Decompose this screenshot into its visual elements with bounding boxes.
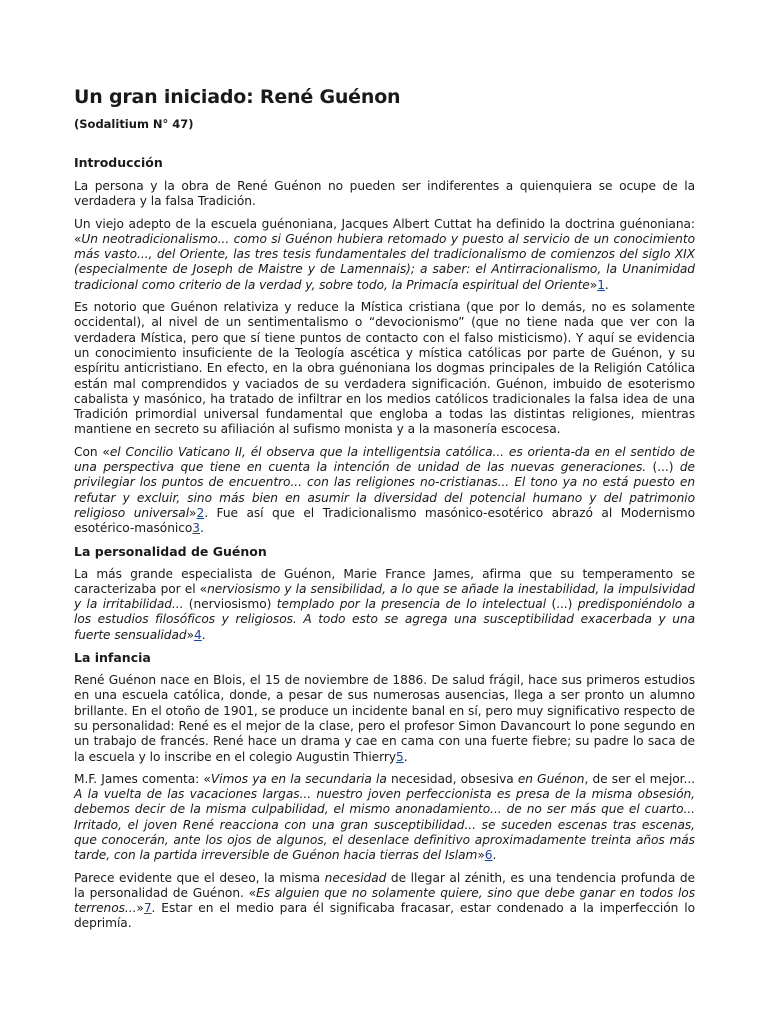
paragraph bbox=[74, 673, 695, 765]
text-run: Con « bbox=[74, 444, 110, 459]
quote-text: A la vuelta de las vacaciones largas... nuestro joven perfeccionista es presa de la misma obsesión, debemos decir de la misma culpabilidad, el mismo anonadamiento... de no ser más que el cuarto... Irritado, el joven René reacciona con una gran susceptibilidad... se suceden escenas tras escenas, que conocerán, ante los ojos de algunos, el desenlace definitivo aproximadamente treinta años más tarde, con la partida irreversible de Guénon hacia tierras del Islam bbox=[74, 787, 695, 863]
text-run: necesidad, obsesiva bbox=[386, 771, 518, 786]
text-run: , de ser el mejor... bbox=[584, 771, 695, 786]
section-heading-personalidad: La personalidad de Guénon bbox=[74, 543, 267, 559]
paragraph bbox=[74, 772, 695, 864]
footnote-link[interactable]: 7 bbox=[143, 901, 152, 916]
quote-text: de privilegiar los puntos de encuentro... con las religiones no-cristianas... El tono ya no está puesto en refutar y excluir, sino más bien en asumir la diversidad del potencial humano y del patrimonio religioso universal bbox=[74, 460, 696, 520]
text-run: René Guénon nace en Blois, el 15 de noviembre de 1886. De salud frágil, hace sus primeros estudios en una escuela católica, donde, a pesar de sus numerosas ausencias, llega a ser pronto un alumno brillante. En el otoño de 1901, se produce un incidente banal en sí, pero muy significativo respecto de su personalidad: René es el mejor de la clase, pero el profesor Simon Davancourt lo pone segundo en un trabajo de francés. René hace un drama y cae en cama con una fuerte fiebre; su padre lo saca de la escuela y lo inscribe en el colegio Augustin Thierry bbox=[74, 673, 695, 764]
text-run: (nerviosismo) bbox=[183, 597, 277, 612]
text-run: . bbox=[201, 627, 206, 642]
text-run: . Estar en el medio para él significaba fracasar, estar condenado a la imperfección lo deprimía. bbox=[74, 901, 695, 931]
section-heading-introduccion: Introducción bbox=[74, 155, 163, 170]
text-run: . bbox=[403, 749, 408, 764]
text-run: . bbox=[200, 521, 204, 536]
footnote-link[interactable]: 6 bbox=[484, 848, 493, 863]
text-run: Un viejo adepto de la escuela guénoniana, Jacques Albert Cuttat ha definido la doctrina guénoniana: « bbox=[74, 216, 695, 246]
page-title: Un gran iniciado: René Guénon bbox=[74, 86, 401, 108]
quote-text: Es alguien que no solamente quiere, sino que debe ganar en todos los terrenos... bbox=[74, 885, 695, 916]
text-run: M.F. James comenta: « bbox=[74, 771, 211, 786]
footnote-link[interactable]: 1 bbox=[597, 277, 605, 292]
text-run: . bbox=[492, 848, 497, 863]
paragraph bbox=[74, 567, 695, 643]
text-run: Parece evidente que el deseo, la misma bbox=[74, 870, 325, 885]
paragraph bbox=[74, 871, 695, 932]
quote-text: necesidad bbox=[324, 870, 387, 885]
quote-text: predisponiéndolo a los estudios filosóficos y religiosos. A todo esto se agrega una susceptibilidad exacerbada y una fuerte sensualidad bbox=[74, 597, 696, 642]
quote-text: en Guénon bbox=[517, 771, 585, 786]
text-run: . bbox=[604, 277, 609, 292]
text-run: » bbox=[136, 901, 144, 916]
paragraph bbox=[74, 445, 695, 537]
footnote-link[interactable]: 5 bbox=[396, 749, 404, 764]
text-run: La más grande especialista de Guénon, Marie France James, afirma que su temperamento se caracterizaba por el « bbox=[74, 566, 695, 596]
paragraph: La persona y la obra de René Guénon no pueden ser indiferentes a quienquiera se ocupe de la verdadera y la falsa Tradición. bbox=[74, 179, 695, 209]
quote-text: Un neotradicionalismo... como si Guénon hubiera retomado y puesto al servicio de un conocimiento más vasto..., del Oriente, las tres tesis fundamentales del tradicionalismo de comienzos del siglo XIX (especialmente de Joseph de Maistre y de Lamennais); a saber: el Antirracionalismo, la Unanimidad tradicional como criterio de la verdad y, sobre todo, la Primacía espiritual del Oriente bbox=[74, 231, 695, 292]
quote-text: el Concilio Vaticano II, él observa que la intelligentsia católica... es orienta-da en el sentido de una perspectiva que tiene en cuenta la intención de unidad de las nuevas generaciones. bbox=[74, 444, 695, 475]
text-run: . Fue así que el Tradicionalismo masónico-esotérico abrazó al Modernismo esotérico-masónico bbox=[74, 505, 695, 536]
text-run: (...) bbox=[546, 597, 578, 612]
quote-text: templado por la presencia de lo intelectual bbox=[276, 597, 547, 612]
article-body bbox=[74, 86, 695, 939]
paragraph bbox=[74, 217, 695, 293]
text-run: » bbox=[589, 277, 598, 292]
quote-text: nerviosismo y la sensibilidad, a lo que se añade la inestabilidad, la impulsividad y la irritabilidad... bbox=[74, 581, 695, 612]
footnote-link[interactable]: 2 bbox=[196, 505, 205, 520]
text-run: de llegar al zénith, es una tendencia profunda de la personalidad de Guénon. « bbox=[74, 870, 695, 900]
text-run: » bbox=[477, 848, 485, 863]
paragraph: Es notorio que Guénon relativiza y reduce la Mística cristiana (que por lo demás, no es solamente occidental), al nivel de un sentimentalismo o “devocionismo” (que no tiene nada que ver con la verdadera Mística, pero que sí tiene puntos de contacto con el falso misticismo). Y aquí se evidencia un conocimiento insuficiente de la Teología ascética y mística católicas por parte de Guénon, y su espíritu anticristiano. En efecto, en la obra guénoniana los dogmas principales de la Religión Católica están mal comprendidos y vaciados de su verdadera significación. Guénon, imbuido de esoterismo cabalista y masónico, ha tratado de infiltrar en los medios católicos tradicionales la falsa idea de una Tradición primordial universal fundamental que engloba a todas las distintas religiones, mientras mantiene en secreto su afiliación al sufismo monista y a la masonería escocesa. bbox=[74, 300, 695, 437]
quote-text: Vimos ya en la secundaria la bbox=[210, 771, 387, 786]
text-run: » bbox=[189, 505, 197, 520]
text-run: (...) bbox=[646, 460, 680, 475]
section-heading-infancia: La infancia bbox=[74, 650, 151, 666]
footnote-link[interactable]: 4 bbox=[194, 627, 202, 642]
subtitle: (Sodalitium N° 47) bbox=[74, 117, 194, 131]
text-run: » bbox=[186, 627, 195, 642]
footnote-link[interactable]: 3 bbox=[192, 521, 200, 536]
